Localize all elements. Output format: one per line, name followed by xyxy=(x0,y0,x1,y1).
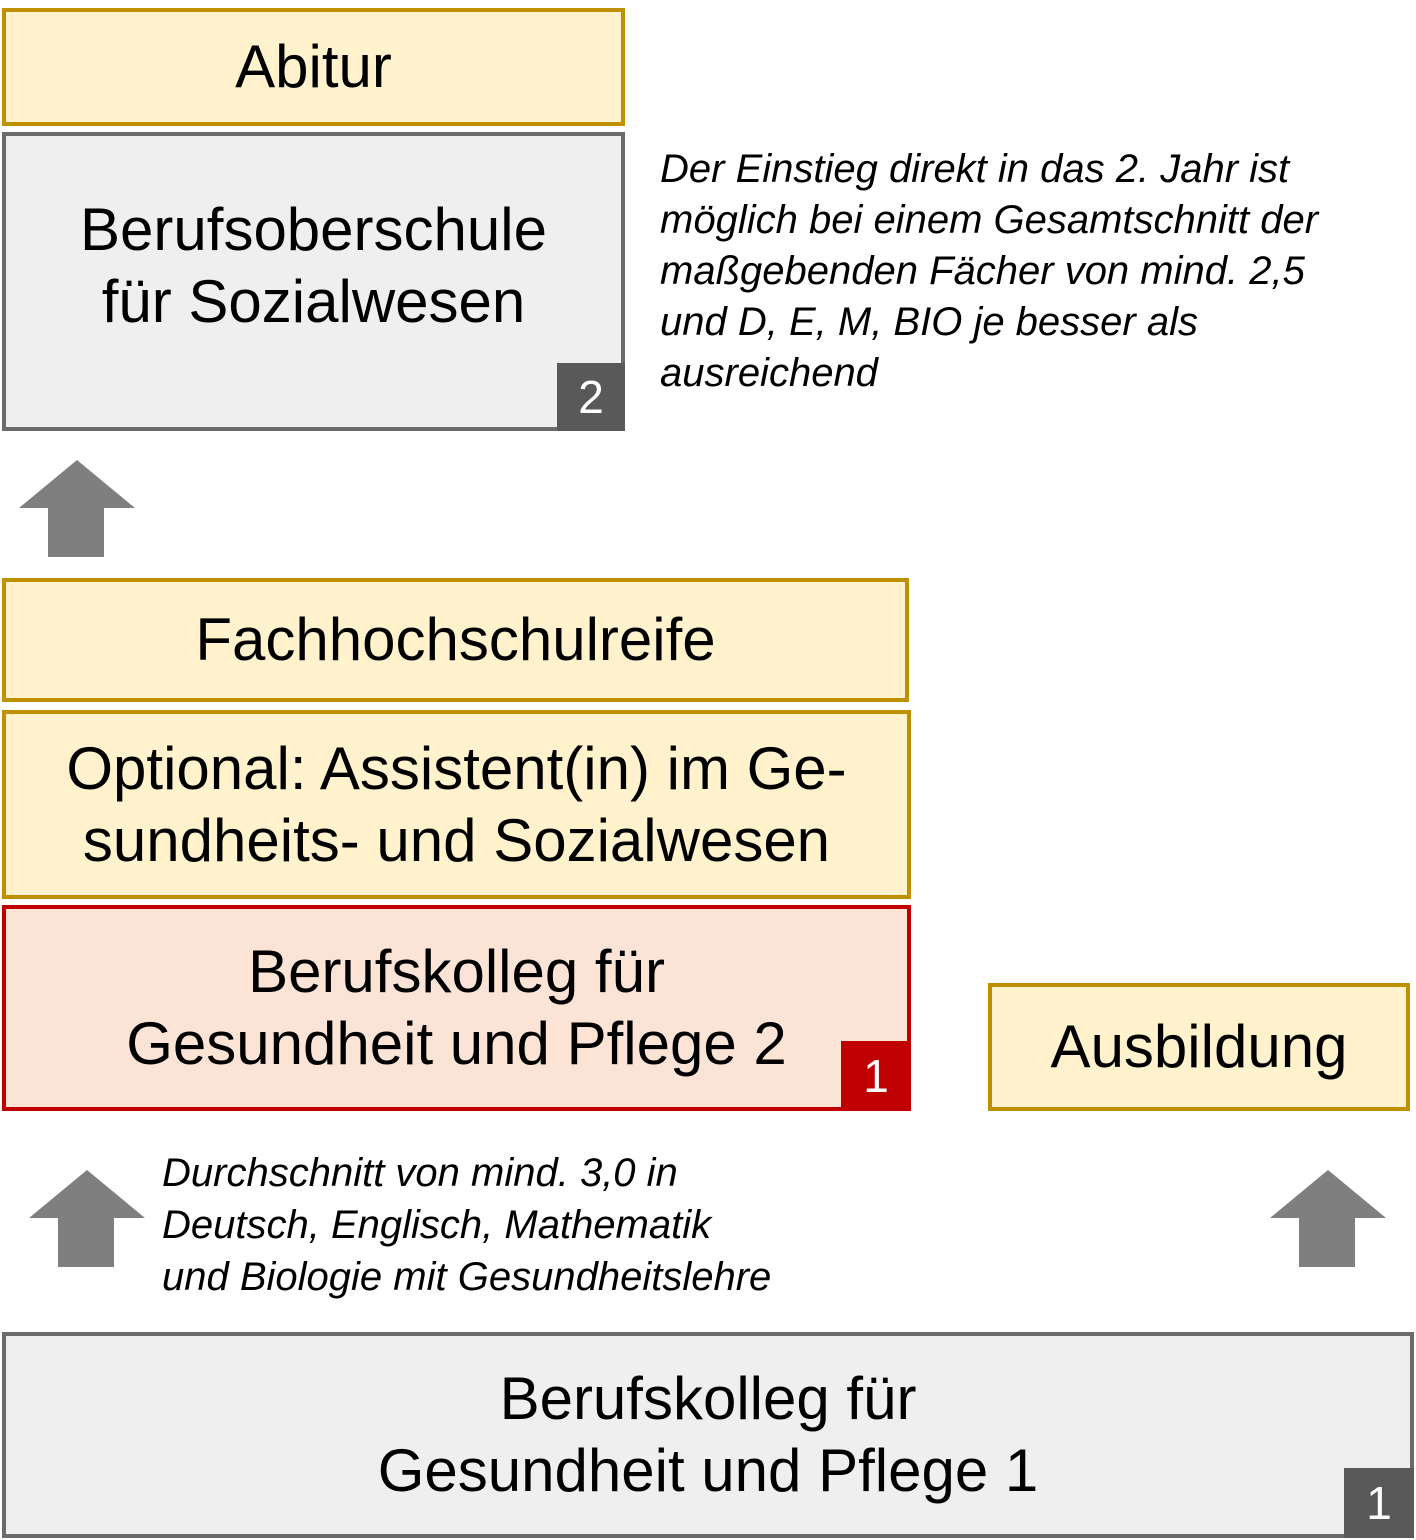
einstieg-note-line: und D, E, M, BIO je besser als xyxy=(660,300,1198,344)
einstieg-note-line: Der Einstieg direkt in das 2. Jahr ist xyxy=(660,147,1290,191)
berufskolleg-2-box xyxy=(2,905,911,1111)
up-arrow-icon xyxy=(1269,1170,1387,1270)
up-arrow-icon xyxy=(18,460,136,560)
berufsoberschule-box xyxy=(2,132,625,431)
berufskolleg-1-line2: Gesundheit und Pflege 1 xyxy=(377,1437,1039,1504)
einstieg-note-line: möglich bei einem Gesamtschnitt der xyxy=(660,198,1319,242)
berufskolleg-1-line1: Berufskolleg für xyxy=(499,1365,917,1432)
einstieg-note-line: maßgebenden Fächer von mind. 2,5 xyxy=(660,249,1305,293)
durchschnitt-note xyxy=(162,1147,882,1303)
einstieg-note-line: ausreichend xyxy=(660,351,878,395)
einstieg-note xyxy=(660,144,1410,399)
assistent-box xyxy=(2,710,911,899)
assistent-line2: sundheits- und Sozialwesen xyxy=(82,806,831,874)
berufskolleg-1-box xyxy=(2,1332,1414,1538)
fachhochschulreife-label: Fachhochschulreife xyxy=(195,606,716,673)
fachhochschulreife-box xyxy=(2,578,909,702)
abitur-label: Abitur xyxy=(235,33,392,100)
durchschnitt-note-line: Durchschnitt von mind. 3,0 in xyxy=(162,1151,678,1195)
berufskolleg-1-badge: 1 xyxy=(1344,1468,1414,1538)
durchschnitt-note-line: Deutsch, Englisch, Mathematik xyxy=(162,1203,712,1247)
ausbildung-box xyxy=(988,983,1410,1111)
berufsoberschule-line1: Berufsoberschule xyxy=(80,196,547,263)
berufskolleg-2-line2: Gesundheit und Pflege 2 xyxy=(126,1010,787,1077)
berufsoberschule-badge: 2 xyxy=(557,363,625,431)
berufskolleg-2-line1: Berufskolleg für xyxy=(248,938,665,1005)
abitur-box xyxy=(2,8,625,126)
up-arrow-icon xyxy=(28,1170,146,1270)
ausbildung-label: Ausbildung xyxy=(1050,1013,1348,1080)
assistent-line1: Optional: Assistent(in) im Ge- xyxy=(66,734,847,802)
berufsoberschule-line2: für Sozialwesen xyxy=(101,268,526,335)
berufskolleg-2-badge: 1 xyxy=(841,1041,911,1111)
durchschnitt-note-line: und Biologie mit Gesundheitslehre xyxy=(162,1255,772,1299)
